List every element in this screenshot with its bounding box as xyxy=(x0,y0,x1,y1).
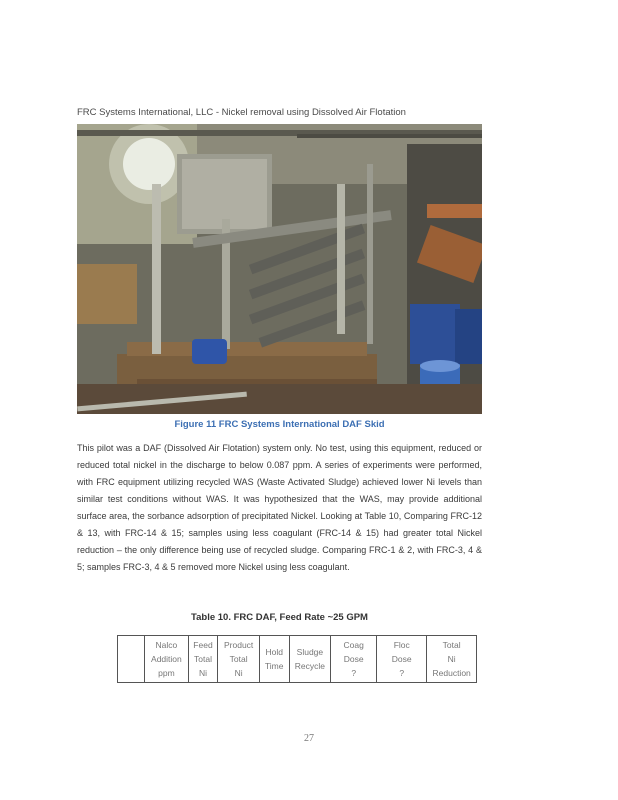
header-line-2: Total xyxy=(194,654,212,664)
table-header-cell xyxy=(377,636,427,683)
header-line-3: Ni xyxy=(198,668,207,678)
table-header-cell xyxy=(188,636,218,683)
document-header: FRC Systems International, LLC - Nickel removal using Dissolved Air Flotation xyxy=(77,107,406,118)
header-line-3: Reduction xyxy=(432,668,471,678)
header-line-2: Addition xyxy=(151,654,182,664)
table-header-cell xyxy=(331,636,377,683)
header-line-1: Coag xyxy=(343,640,364,650)
header-line-2: Total xyxy=(229,654,248,664)
page-number: 27 xyxy=(304,733,314,744)
header-line-1: Total xyxy=(442,640,461,650)
header-line-2: Dose xyxy=(343,654,364,664)
table-header-cell xyxy=(427,636,477,683)
header-line-3: ? xyxy=(351,668,357,678)
figure-caption: Figure 11 FRC Systems International DAF Skid xyxy=(174,419,385,430)
table-title: Table 10. FRC DAF, Feed Rate ~25 GPM xyxy=(191,612,368,623)
table-header-cell xyxy=(289,636,331,683)
table-header-cell xyxy=(259,636,289,683)
header-line-2: Hold xyxy=(265,647,283,657)
frc-daf-table xyxy=(117,635,477,683)
header-line-3: ppm xyxy=(158,668,175,678)
header-line-3: Ni xyxy=(234,668,243,678)
table-header-cell xyxy=(145,636,188,683)
header-line-1: Feed xyxy=(193,640,213,650)
header-line-3: Recycle xyxy=(294,661,326,671)
header-line-2: Sludge xyxy=(296,647,324,657)
header-line-1: Floc xyxy=(393,640,410,650)
header-line-3: ? xyxy=(399,668,405,678)
table-header-row xyxy=(118,636,477,683)
header-line-3: Time xyxy=(264,661,284,671)
daf-skid-photo xyxy=(77,124,482,414)
header-line-2: Ni xyxy=(447,654,456,664)
header-line-1: Product xyxy=(224,640,254,650)
table-header-cell xyxy=(118,636,145,683)
body-paragraph: This pilot was a DAF (Dissolved Air Flotation) system only. No test, using this equipment, reduced or reduced total nickel in the discharge to below 0.087 ppm. A series of experiments were performed, with FRC equipment utilizing recycled WAS (Waste Activated Sludge) achieved lower Ni levels than similar test conditions without WAS. It was hypothesized that the WAS, may provide additional surface area, the sorbance adsorption of precipitated Nickel. Looking at Table 10, Comparing FRC-12 & 13, with FRC-14 & 15; samples using less coagulant (FRC-14 & 15) had greater total Nickel reduction – the only difference being use of recycled sludge. Comparing FRC-1 & 2, with FRC-3, 4 & 5; samples FRC-3, 4 & 5 removed more Nickel using less coagulant. xyxy=(77,443,482,572)
header-line-1: Nalco xyxy=(155,640,178,650)
table-header-cell xyxy=(218,636,259,683)
header-line-2: Dose xyxy=(391,654,412,664)
